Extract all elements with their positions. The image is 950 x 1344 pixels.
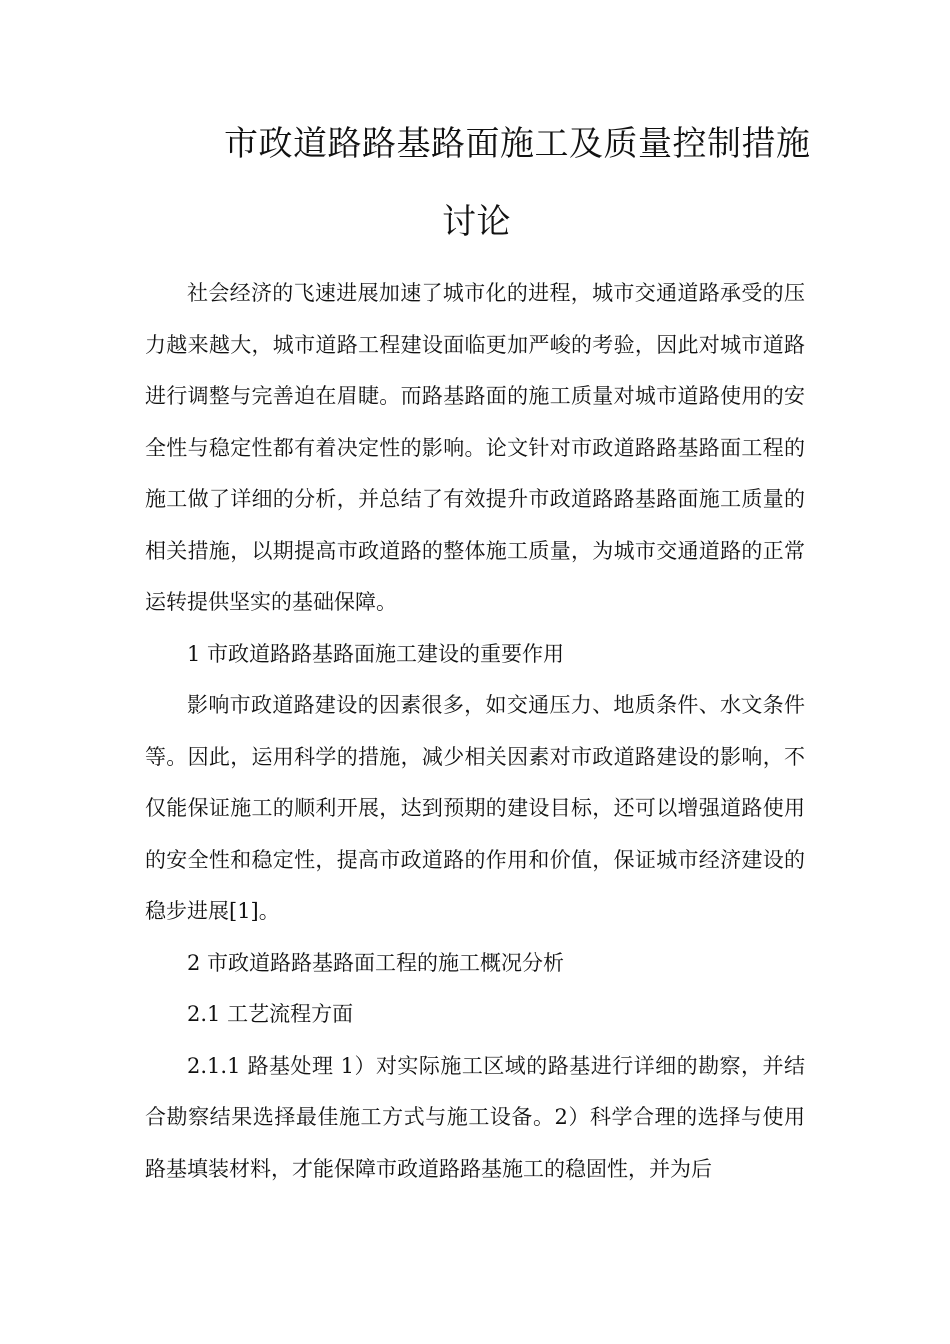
subsection-heading-2-1: 2.1 工艺流程方面 <box>187 1002 354 1026</box>
section-heading-2: 2 市政道路路基路面工程的施工概况分析 <box>187 950 565 975</box>
section-heading-1: 1 市政道路路基路面施工建设的重要作用 <box>187 641 565 666</box>
document-title-line-1: 市政道路路基路面施工及质量控制措施 <box>224 124 811 164</box>
section-1-paragraph: 影响市政道路建设的因素很多，如交通压力、地质条件、水文条件等。因此，运用科学的措施，减少相关因素对市政道路建设的影响，不仅能保证施工的顺利开展，达到预期的建设目标，还可以增强道路使用的安全性和稳定性，提高市政道路的作用和价值，保证城市经济建设的稳步进展[1]。 <box>145 693 805 923</box>
document-title-line-2: 讨论 <box>442 202 511 242</box>
subsection-2-1-1-paragraph: 2.1.1 路基处理 1）对实际施工区域的路基进行详细的勘察，并结合勘察结果选择最佳施工方式与施工设备。2）科学合理的选择与使用路基填装材料，才能保障市政道路路基施工的稳固性，并为后 <box>145 1053 805 1181</box>
intro-paragraph: 社会经济的飞速进展加速了城市化的进程，城市交通道路承受的压力越来越大，城市道路工程建设面临更加严峻的考验，因此对城市道路进行调整与完善迫在眉睫。而路基路面的施工质量对城市道路使用的安全性与稳定性都有着决定性的影响。论文针对市政道路路基路面工程的施工做了详细的分析，并总结了有效提升市政道路路基路面施工质量的相关措施，以期提高市政道路的整体施工质量，为城市交通道路的正常运转提供坚实的基础保障。 <box>145 281 805 614</box>
document-body <box>145 268 805 1195</box>
